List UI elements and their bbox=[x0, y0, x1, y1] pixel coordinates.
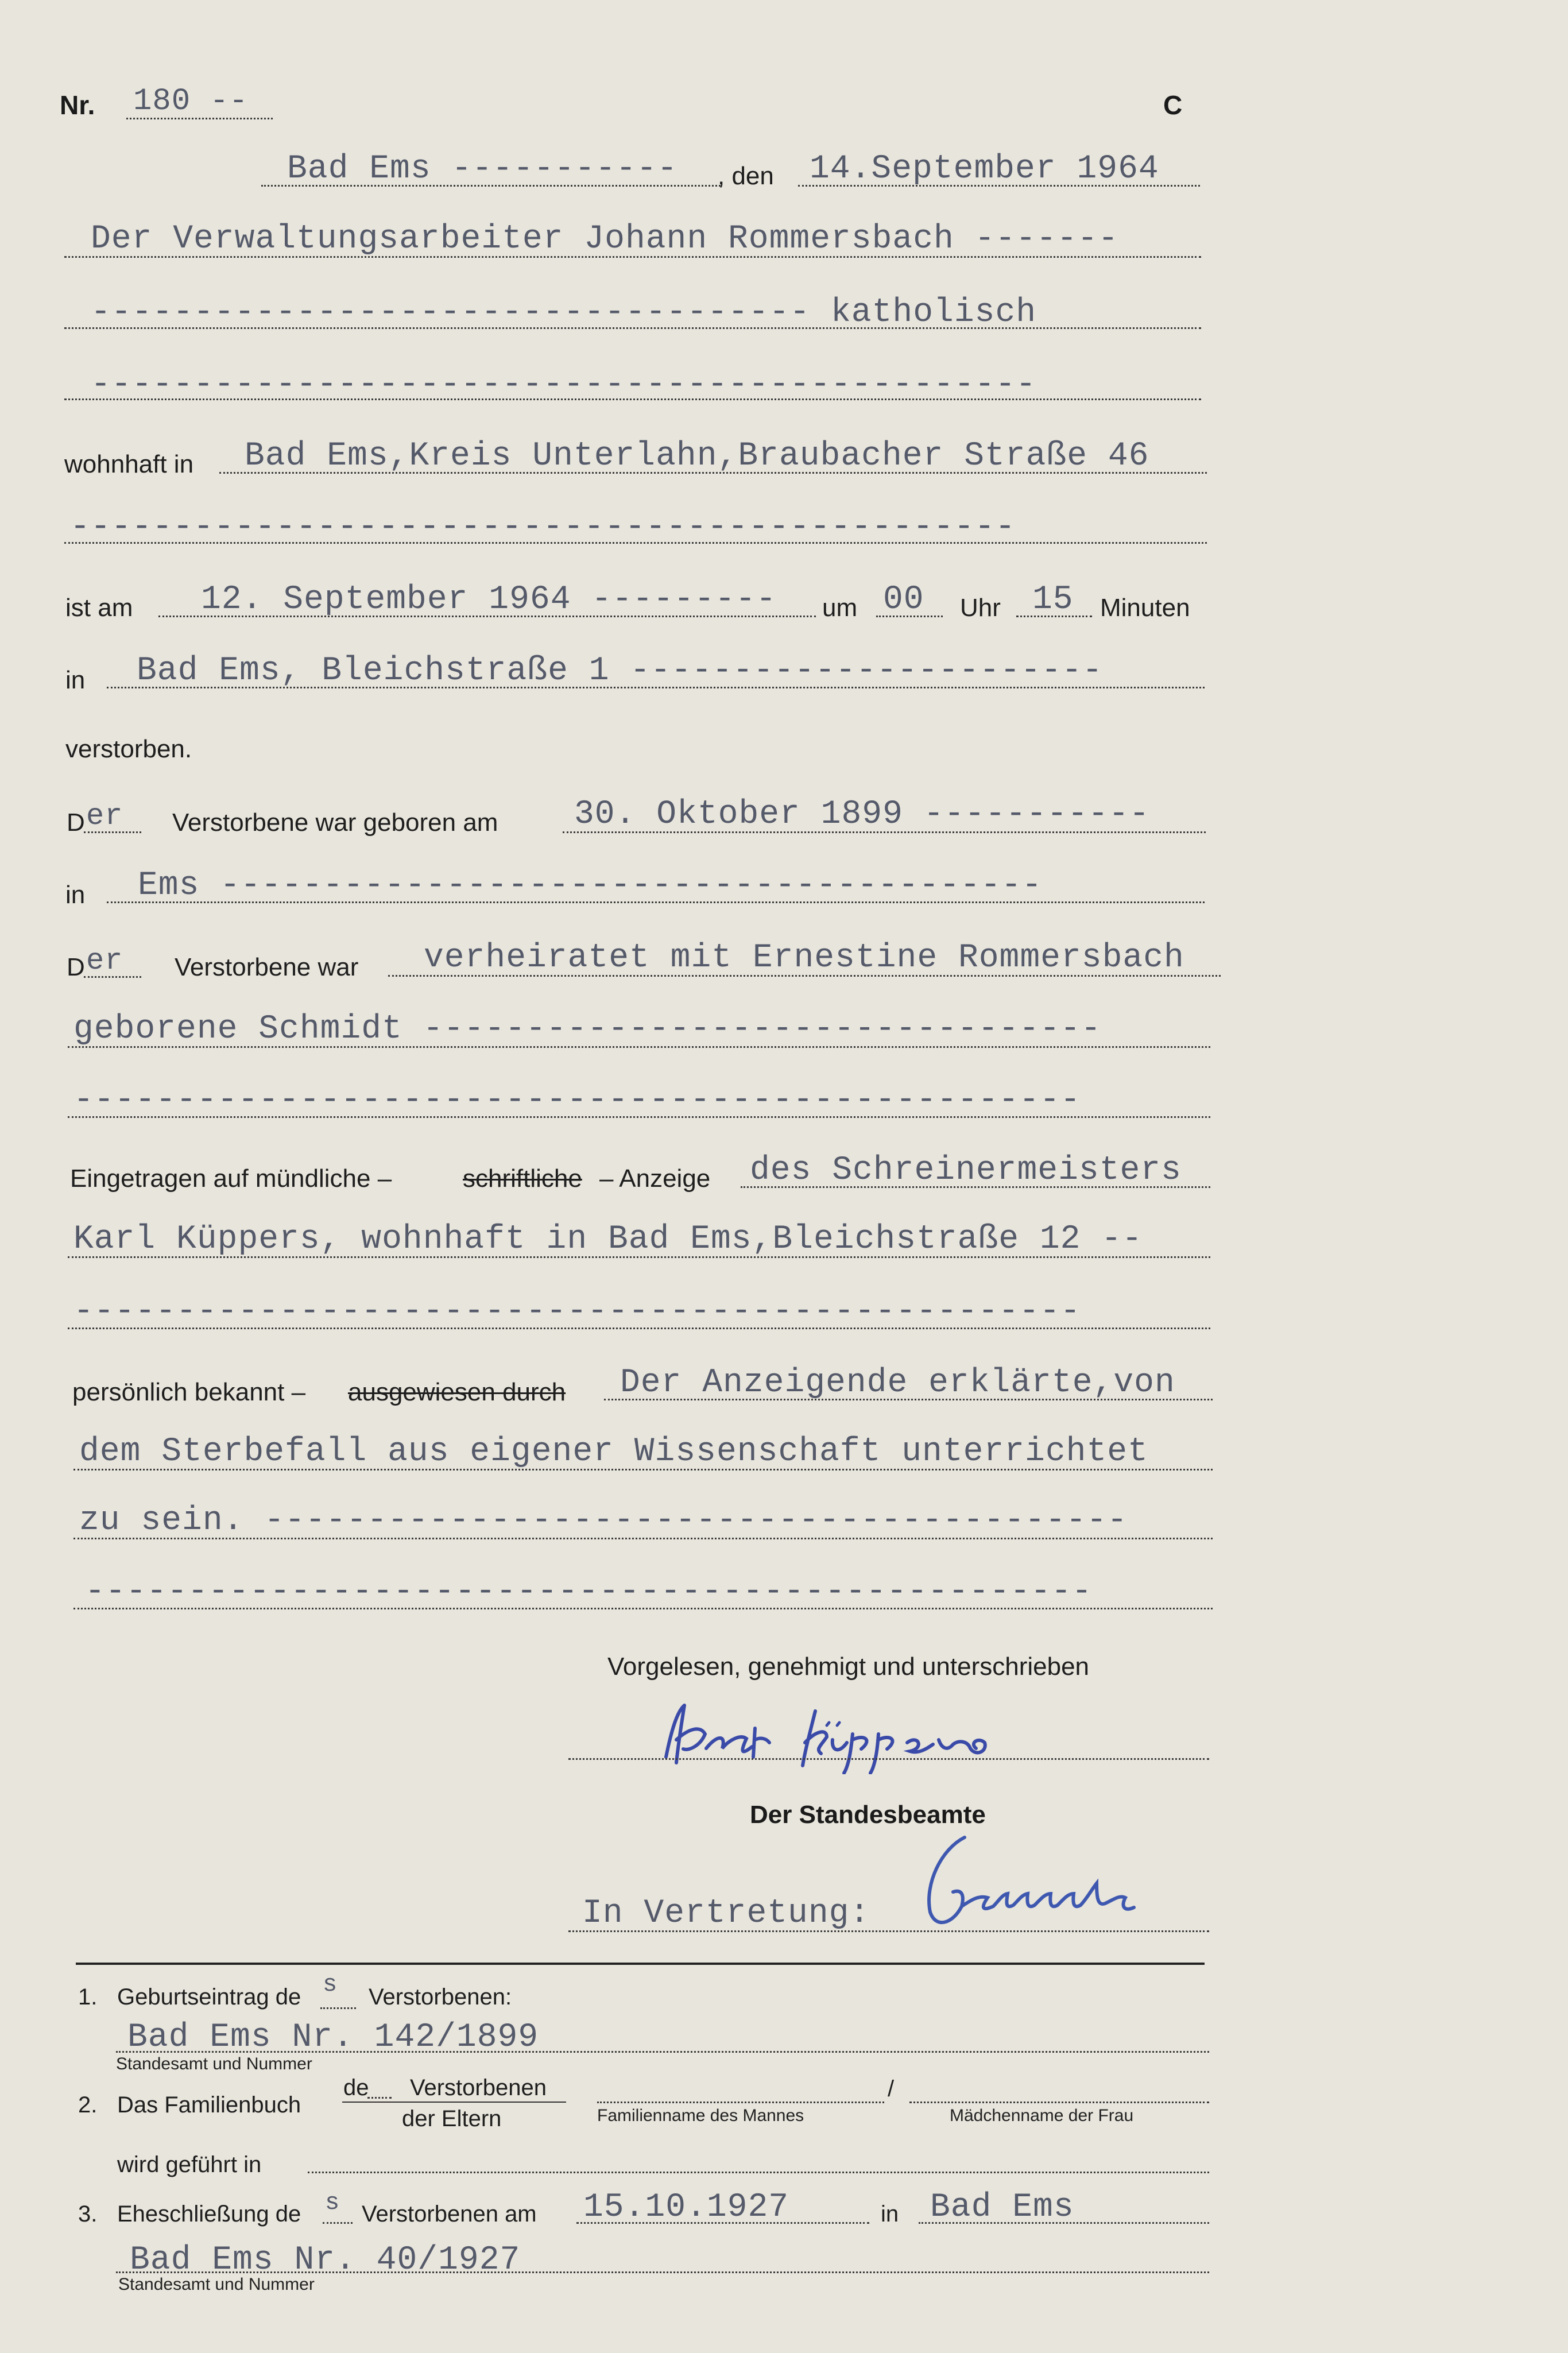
note-2-wird-dotted bbox=[308, 2172, 1209, 2173]
declarant-signature bbox=[655, 1694, 1068, 1774]
note-2-husband-dotted bbox=[597, 2102, 884, 2103]
note-3-sub: Standesamt und Nummer bbox=[118, 2275, 315, 2294]
vorgelesen-text: Vorgelesen, genehmigt und unterschrieben bbox=[607, 1652, 1090, 1681]
note-2-de-dotted bbox=[367, 2097, 392, 2099]
marital-d-label: D bbox=[67, 953, 85, 981]
note-3-place: Bad Ems bbox=[930, 2189, 1074, 2226]
declarant-dotted-1 bbox=[64, 256, 1201, 258]
bekannt-label: persönlich bekannt – bbox=[72, 1378, 306, 1406]
note-1-label-a: Geburtseintrag de bbox=[117, 1984, 301, 2010]
note-2-de: de bbox=[343, 2075, 369, 2100]
residence-line-2: ---------------------------------------------- bbox=[70, 509, 1016, 546]
nr-value: 180 -- bbox=[133, 84, 249, 119]
identity-dotted-1 bbox=[604, 1399, 1213, 1400]
birth-place: Ems ---------------------------------------- bbox=[138, 867, 1043, 904]
declarant-dotted-3 bbox=[64, 398, 1201, 400]
ausgewiesen-struck: ausgewiesen durch bbox=[348, 1378, 566, 1406]
note-1-number: 1. bbox=[78, 1984, 98, 2010]
registration-date: 14.September 1964 bbox=[810, 150, 1159, 188]
registry-place: Bad Ems ----------- bbox=[287, 150, 678, 188]
note-3-label-b: Verstorbenen am bbox=[362, 2201, 537, 2227]
marital-line-1: verheiratet mit Ernestine Rommersbach bbox=[424, 939, 1184, 977]
birth-article-suffix: er bbox=[86, 799, 123, 833]
registration-dotted-3 bbox=[68, 1328, 1210, 1329]
identity-dotted-3 bbox=[73, 1538, 1213, 1539]
identity-dotted-2 bbox=[73, 1469, 1213, 1470]
uhr-label: Uhr bbox=[960, 594, 1001, 622]
identity-line-1: Der Anzeigende erklärte,von bbox=[620, 1364, 1175, 1402]
marital-dotted-1 bbox=[388, 975, 1221, 977]
identity-line-4: ------------------------------------------------- bbox=[85, 1573, 1093, 1611]
birth-place-dotted bbox=[107, 901, 1205, 903]
note-3-value: Bad Ems Nr. 40/1927 bbox=[130, 2242, 521, 2279]
schriftliche-struck: schriftliche bbox=[463, 1164, 582, 1193]
residence-line-1: Bad Ems,Kreis Unterlahn,Braubacher Straße 46 bbox=[245, 438, 1149, 475]
note-3-in: in bbox=[881, 2201, 899, 2227]
note-2-wife-label: Mädchenname der Frau bbox=[950, 2106, 1134, 2125]
death-date-dotted bbox=[158, 616, 816, 617]
official-signature bbox=[907, 1826, 1217, 1941]
birth-article-dotted bbox=[84, 831, 141, 833]
note-3-suffix: s bbox=[325, 2189, 340, 2216]
note-1-value: Bad Ems Nr. 142/1899 bbox=[127, 2019, 539, 2056]
death-minutes: 15 bbox=[1032, 581, 1074, 618]
official-title: Der Standesbeamte bbox=[750, 1801, 986, 1829]
ist-am-label: ist am bbox=[65, 594, 133, 622]
marital-dotted-2 bbox=[68, 1046, 1210, 1048]
identity-dotted-4 bbox=[73, 1608, 1213, 1609]
birth-date: 30. Oktober 1899 ----------- bbox=[574, 796, 1150, 833]
note-2-top: Verstorbenen bbox=[410, 2075, 547, 2100]
in-vertretung: In Vertretung: bbox=[582, 1895, 870, 1932]
footer-divider bbox=[76, 1963, 1205, 1965]
marital-dotted-3 bbox=[68, 1116, 1210, 1118]
note-2-fraction-line bbox=[342, 2102, 566, 2103]
anzeige-label: – Anzeige bbox=[599, 1164, 711, 1193]
registration-dotted-1 bbox=[741, 1186, 1210, 1188]
note-2-number: 2. bbox=[78, 2092, 98, 2118]
note-3-date: 15.10.1927 bbox=[583, 2189, 789, 2226]
nr-dotted-line bbox=[126, 118, 273, 119]
registration-line-3: ------------------------------------------------- bbox=[73, 1293, 1081, 1330]
den-label: , den bbox=[718, 162, 774, 190]
registration-line-1: des Schreinermeisters bbox=[750, 1152, 1182, 1189]
death-hour: 00 bbox=[883, 581, 924, 618]
birth-in-label: in bbox=[65, 881, 86, 909]
birth-date-dotted bbox=[563, 831, 1206, 833]
eingetragen-label: Eingetragen auf mündliche – bbox=[70, 1164, 392, 1193]
death-date: 12. September 1964 --------- bbox=[201, 581, 777, 618]
note-3-number: 3. bbox=[78, 2201, 98, 2227]
note-2-wird-label: wird geführt in bbox=[117, 2152, 262, 2177]
marital-line-3: ------------------------------------------------- bbox=[73, 1082, 1081, 1119]
identity-line-3: zu sein. ------------------------------------------ bbox=[79, 1502, 1128, 1539]
marital-line-2: geborene Schmidt --------------------------------- bbox=[73, 1011, 1102, 1048]
marital-war-label: Verstorbene war bbox=[175, 953, 359, 981]
note-1-label-b: Verstorbenen: bbox=[369, 1984, 512, 2010]
residence-dotted-2 bbox=[64, 542, 1207, 544]
note-1-sub: Standesamt und Nummer bbox=[116, 2054, 312, 2073]
note-3-label-a: Eheschließung de bbox=[117, 2201, 301, 2227]
declarant-line-1: Der Verwaltungsarbeiter Johann Rommersbach ------- bbox=[91, 220, 1119, 258]
date-dotted-line bbox=[798, 185, 1200, 187]
note-3-place-dotted bbox=[919, 2222, 1209, 2224]
residence-dotted-1 bbox=[219, 472, 1207, 474]
born-label: Verstorbene war geboren am bbox=[172, 808, 498, 837]
nr-label: Nr. bbox=[60, 90, 95, 120]
note-2-husband-label: Familienname des Mannes bbox=[597, 2106, 804, 2125]
note-2-wife-dotted bbox=[909, 2102, 1209, 2103]
declarant-line-2: ----------------------------------- katholisch bbox=[91, 294, 1037, 331]
minuten-label: Minuten bbox=[1100, 594, 1190, 622]
death-place-dotted bbox=[107, 687, 1205, 688]
declarant-signature-line bbox=[568, 1758, 1209, 1760]
note-1-dotted bbox=[116, 2051, 1209, 2053]
note-2-slash: / bbox=[888, 2076, 895, 2102]
minutes-dotted bbox=[1016, 616, 1092, 617]
marital-article-suffix: er bbox=[86, 944, 123, 978]
um-label: um bbox=[822, 594, 858, 622]
death-in-label: in bbox=[65, 666, 86, 694]
residence-label: wohnhaft in bbox=[64, 450, 194, 478]
note-1-suffix: s bbox=[323, 1971, 338, 1998]
place-dotted-line bbox=[261, 185, 721, 187]
declarant-dotted-2 bbox=[64, 327, 1201, 329]
marital-article-dotted bbox=[84, 976, 141, 978]
note-2-label: Das Familienbuch bbox=[117, 2092, 301, 2118]
official-signature-line bbox=[568, 1930, 1209, 1932]
series-letter: C bbox=[1163, 90, 1183, 120]
declarant-line-3: ---------------------------------------------- bbox=[91, 366, 1037, 404]
hour-dotted bbox=[876, 616, 943, 617]
registration-dotted-2 bbox=[68, 1256, 1210, 1258]
note-3-suffix-dotted bbox=[323, 2222, 353, 2224]
registration-line-2: Karl Küppers, wohnhaft in Bad Ems,Bleichstraße 12 -- bbox=[73, 1221, 1143, 1258]
note-3-date-dotted bbox=[576, 2222, 869, 2224]
note-3-dotted bbox=[116, 2271, 1209, 2273]
identity-line-2: dem Sterbefall aus eigener Wissenschaft unterrichtet bbox=[79, 1433, 1148, 1470]
note-2-bottom: der Eltern bbox=[402, 2106, 502, 2131]
verstorben-label: verstorben. bbox=[65, 735, 192, 763]
birth-d-label: D bbox=[67, 808, 85, 837]
note-1-suffix-dotted bbox=[320, 2007, 356, 2009]
death-place: Bad Ems, Bleichstraße 1 ----------------------- bbox=[137, 652, 1103, 690]
